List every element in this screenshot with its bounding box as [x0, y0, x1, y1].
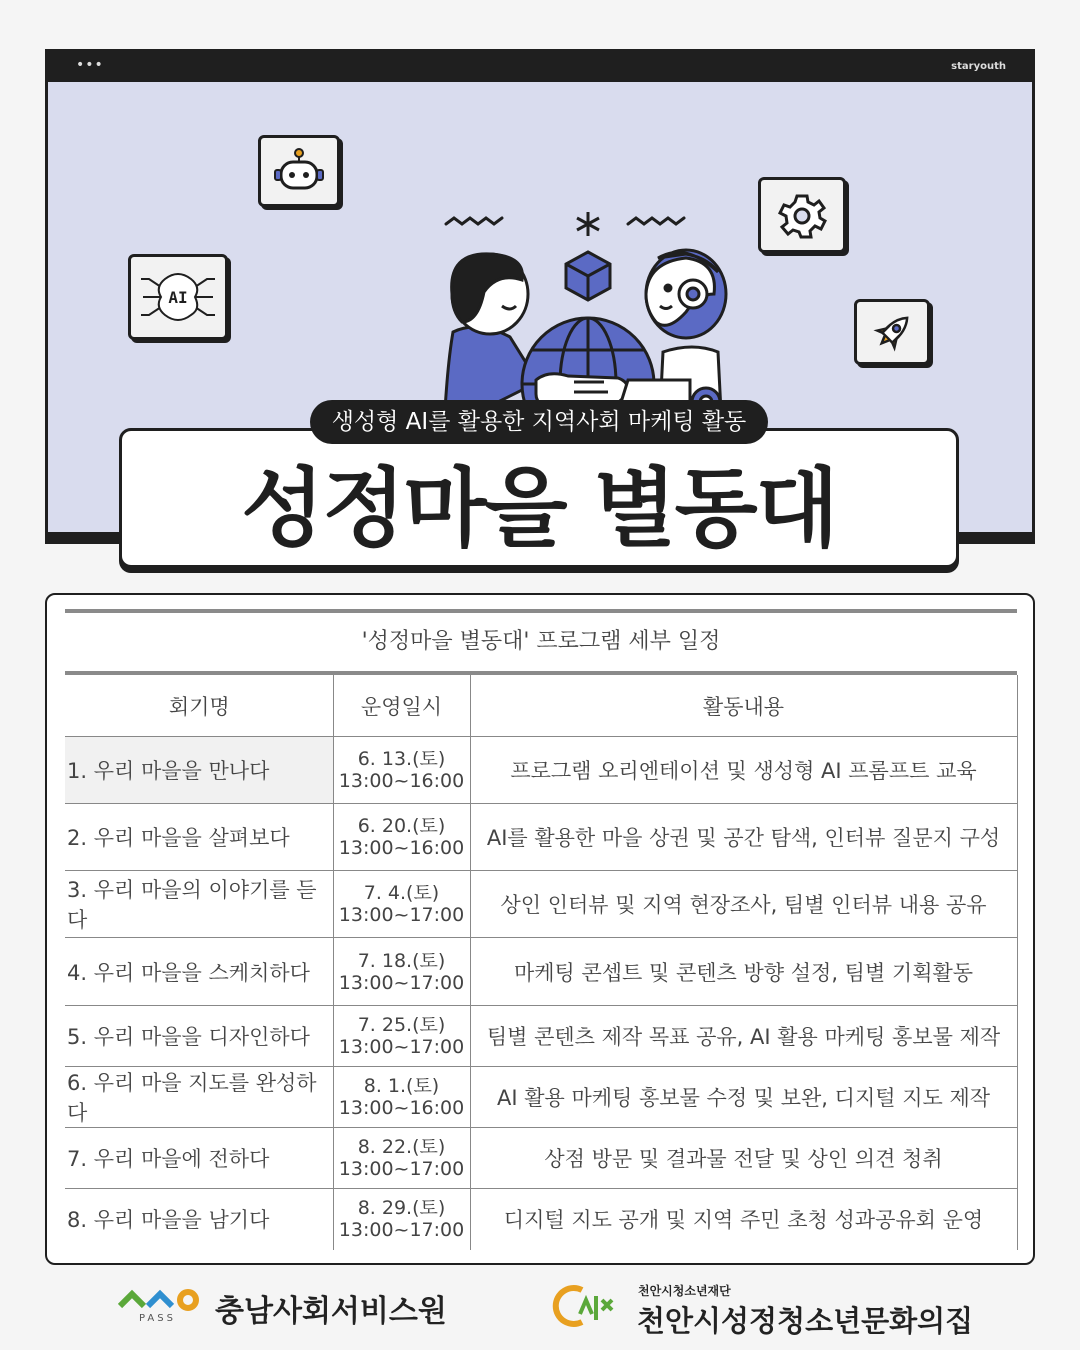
- session-activity: 프로그램 오리엔테이션 및 생성형 AI 프롬프트 교육: [470, 737, 1017, 804]
- session-date: 6. 20.(토): [357, 815, 446, 837]
- session-activity: 팀별 콘텐츠 제작 목표 공유, AI 활용 마케팅 홍보물 제작: [470, 1006, 1017, 1067]
- session-date: 7. 25.(토): [357, 1014, 446, 1036]
- page-title: 성정마을 별동대: [241, 459, 837, 559]
- table-row: [65, 1067, 1017, 1128]
- session-datetime: [333, 1189, 470, 1250]
- session-activity: 상인 인터뷰 및 지역 현장조사, 팀별 인터뷰 내용 공유: [470, 871, 1017, 938]
- session-date: 8. 29.(토): [357, 1197, 446, 1220]
- table-row: [65, 804, 1017, 871]
- schedule-table: [65, 675, 1018, 1250]
- session-time: 13:00~17:00: [338, 1158, 465, 1180]
- ai-chip-label: AI: [168, 288, 188, 307]
- window-brand: staryouth: [951, 61, 1006, 72]
- session-activity: 디지털 지도 공개 및 지역 주민 초청 성과공유회 운영: [470, 1189, 1017, 1250]
- session-datetime: [333, 1067, 470, 1128]
- session-name: 4. 우리 마을을 스케치하다: [65, 938, 333, 1006]
- session-time: 13:00~16:00: [338, 770, 465, 792]
- table-header-row: [65, 675, 1017, 737]
- cheonan-logo-icon: [552, 1280, 632, 1332]
- table-row: [65, 1189, 1017, 1250]
- session-date: 8. 22.(토): [357, 1136, 446, 1158]
- chungnam-logo-icon: [118, 1284, 208, 1314]
- session-name: 5. 우리 마을을 디자인하다: [65, 1006, 333, 1067]
- title-card: [119, 428, 959, 568]
- session-name: 2. 우리 마을을 살펴보다: [65, 804, 333, 871]
- table-row: [65, 1006, 1017, 1067]
- chungnam-name: 충남사회서비스원: [215, 1294, 447, 1329]
- cube-icon: [566, 252, 610, 300]
- session-name: 3. 우리 마을의 이야기를 듣다: [65, 871, 333, 938]
- session-time: 13:00~17:00: [338, 971, 465, 994]
- rocket-icon: [854, 299, 930, 365]
- header-activity: 활동내용: [470, 675, 1017, 737]
- asterisk-icon: [577, 212, 599, 236]
- session-datetime: [333, 871, 470, 938]
- session-datetime: [333, 737, 470, 804]
- session-activity: AI 활용 마케팅 홍보물 수정 및 보완, 디지털 지도 제작: [470, 1067, 1017, 1128]
- session-time: 13:00~17:00: [338, 1219, 465, 1242]
- session-activity: 마케팅 콘셉트 및 콘텐츠 방향 설정, 팀별 기획활동: [470, 938, 1017, 1006]
- ai-chip-icon: [128, 254, 228, 340]
- schedule-card: [45, 593, 1035, 1265]
- hero-subtitle: 생성형 AI를 활용한 지역사회 마케팅 활동: [310, 400, 768, 444]
- session-date: 7. 4.(토): [363, 882, 440, 904]
- session-time: 13:00~16:00: [338, 1097, 465, 1119]
- table-row: [65, 871, 1017, 938]
- gear-icon: [758, 177, 846, 253]
- session-name: 1. 우리 마을을 만나다: [65, 737, 333, 804]
- window-titlebar: [48, 52, 1032, 82]
- session-date: 6. 13.(토): [357, 748, 446, 770]
- table-row: [65, 1128, 1017, 1189]
- cheonan-foundation: 천안시청소년재단: [638, 1284, 731, 1298]
- session-name: 6. 우리 마을 지도를 완성하다: [65, 1067, 333, 1128]
- session-time: 13:00~17:00: [338, 1036, 465, 1058]
- header-date: 운영일시: [333, 675, 470, 737]
- session-activity: AI를 활용한 마을 상권 및 공간 탐색, 인터뷰 질문지 구성: [470, 804, 1017, 871]
- cheonan-name: 천안시성정청소년문화의집: [637, 1304, 974, 1338]
- schedule-title: '성정마을 별동대' 프로그램 세부 일정: [65, 609, 1017, 675]
- session-name: 7. 우리 마을에 전하다: [65, 1128, 333, 1189]
- table-row: [65, 938, 1017, 1006]
- table-row: [65, 737, 1017, 804]
- session-datetime: [333, 1128, 470, 1189]
- header-session: 회기명: [65, 675, 333, 737]
- session-time: 13:00~17:00: [338, 904, 465, 926]
- robot-icon: [258, 135, 340, 207]
- session-datetime: [333, 804, 470, 871]
- chungnam-sub: PASS: [139, 1313, 176, 1324]
- session-datetime: [333, 1006, 470, 1067]
- session-date: 8. 1.(토): [363, 1075, 440, 1097]
- session-activity: 상점 방문 및 결과물 전달 및 상인 의견 청취: [470, 1128, 1017, 1189]
- session-datetime: [333, 938, 470, 1006]
- window-dots: •••: [76, 57, 104, 73]
- session-time: 13:00~16:00: [338, 837, 465, 859]
- session-date: 7. 18.(토): [357, 949, 446, 972]
- session-name: 8. 우리 마을을 남기다: [67, 1208, 270, 1233]
